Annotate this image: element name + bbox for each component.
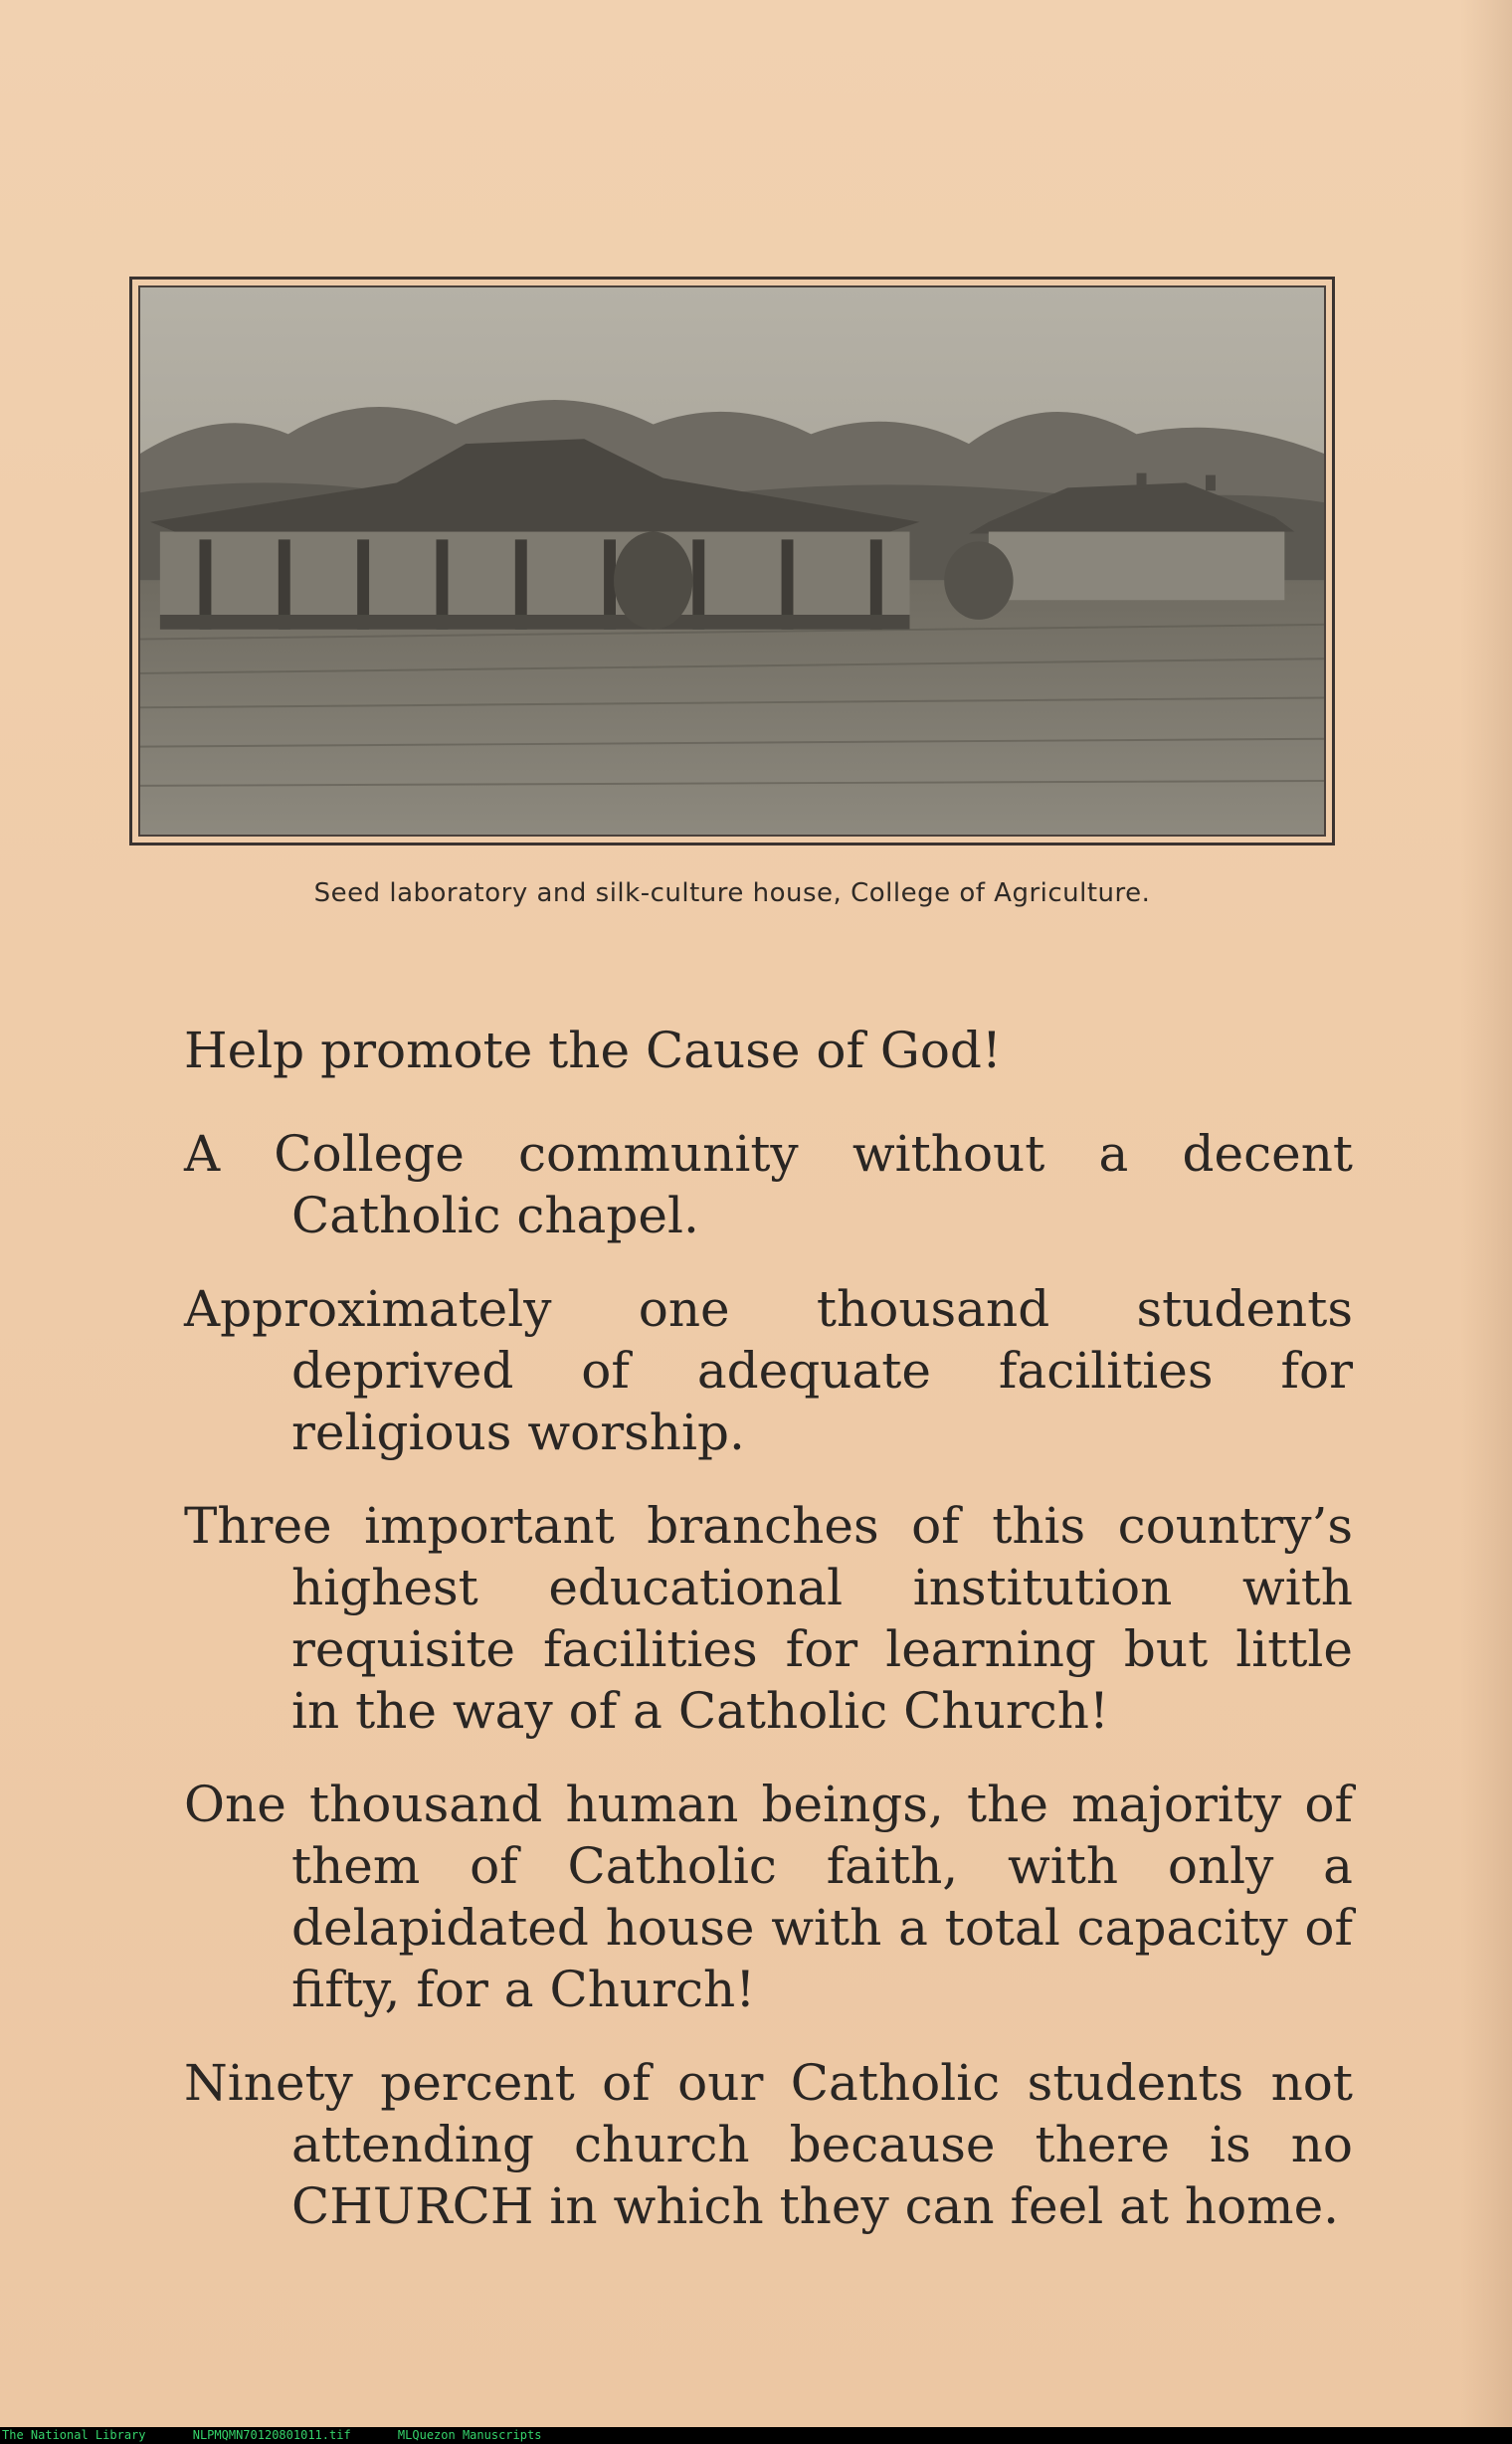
photo-frame: [129, 277, 1335, 846]
paragraph-branches: Three important branches of this country’s highest educational institution with requisite facilities for learning but little in the way of a Catholic Church!: [184, 1497, 1353, 1740]
paper-fold-shadow: [1460, 0, 1512, 2427]
archive-footer-bar: [0, 2427, 1512, 2444]
paragraph-students: Approximately one thousand students deprived of adequate facilities for religious worship.: [184, 1280, 1353, 1461]
paragraph-human-beings: One thousand human beings, the majority of them of Catholic faith, with only a delapidated house with a total capacity of fifty, for a Church!: [184, 1776, 1353, 2018]
photo-caption: Seed laboratory and silk-culture house, College of Agriculture.: [313, 878, 1151, 908]
building-photo: [138, 285, 1326, 837]
paragraph-ninety-percent: Ninety percent of our Catholic students not attending church because there is no CHURCH in which they can feel at home.: [184, 2054, 1353, 2235]
footer-library: The National Library: [2, 2428, 146, 2442]
footer-filename: NLPMQMN70120801011.tif: [192, 2428, 351, 2442]
paragraph-chapel: A College community without a decent Catholic chapel.: [184, 1125, 1353, 1244]
building-photo-image: [140, 287, 1324, 835]
headline-paragraph: Help promote the Cause of God!: [184, 1022, 1003, 1079]
footer-collection: MLQuezon Manuscripts: [397, 2428, 542, 2442]
appeal-text: [184, 1020, 1353, 2269]
